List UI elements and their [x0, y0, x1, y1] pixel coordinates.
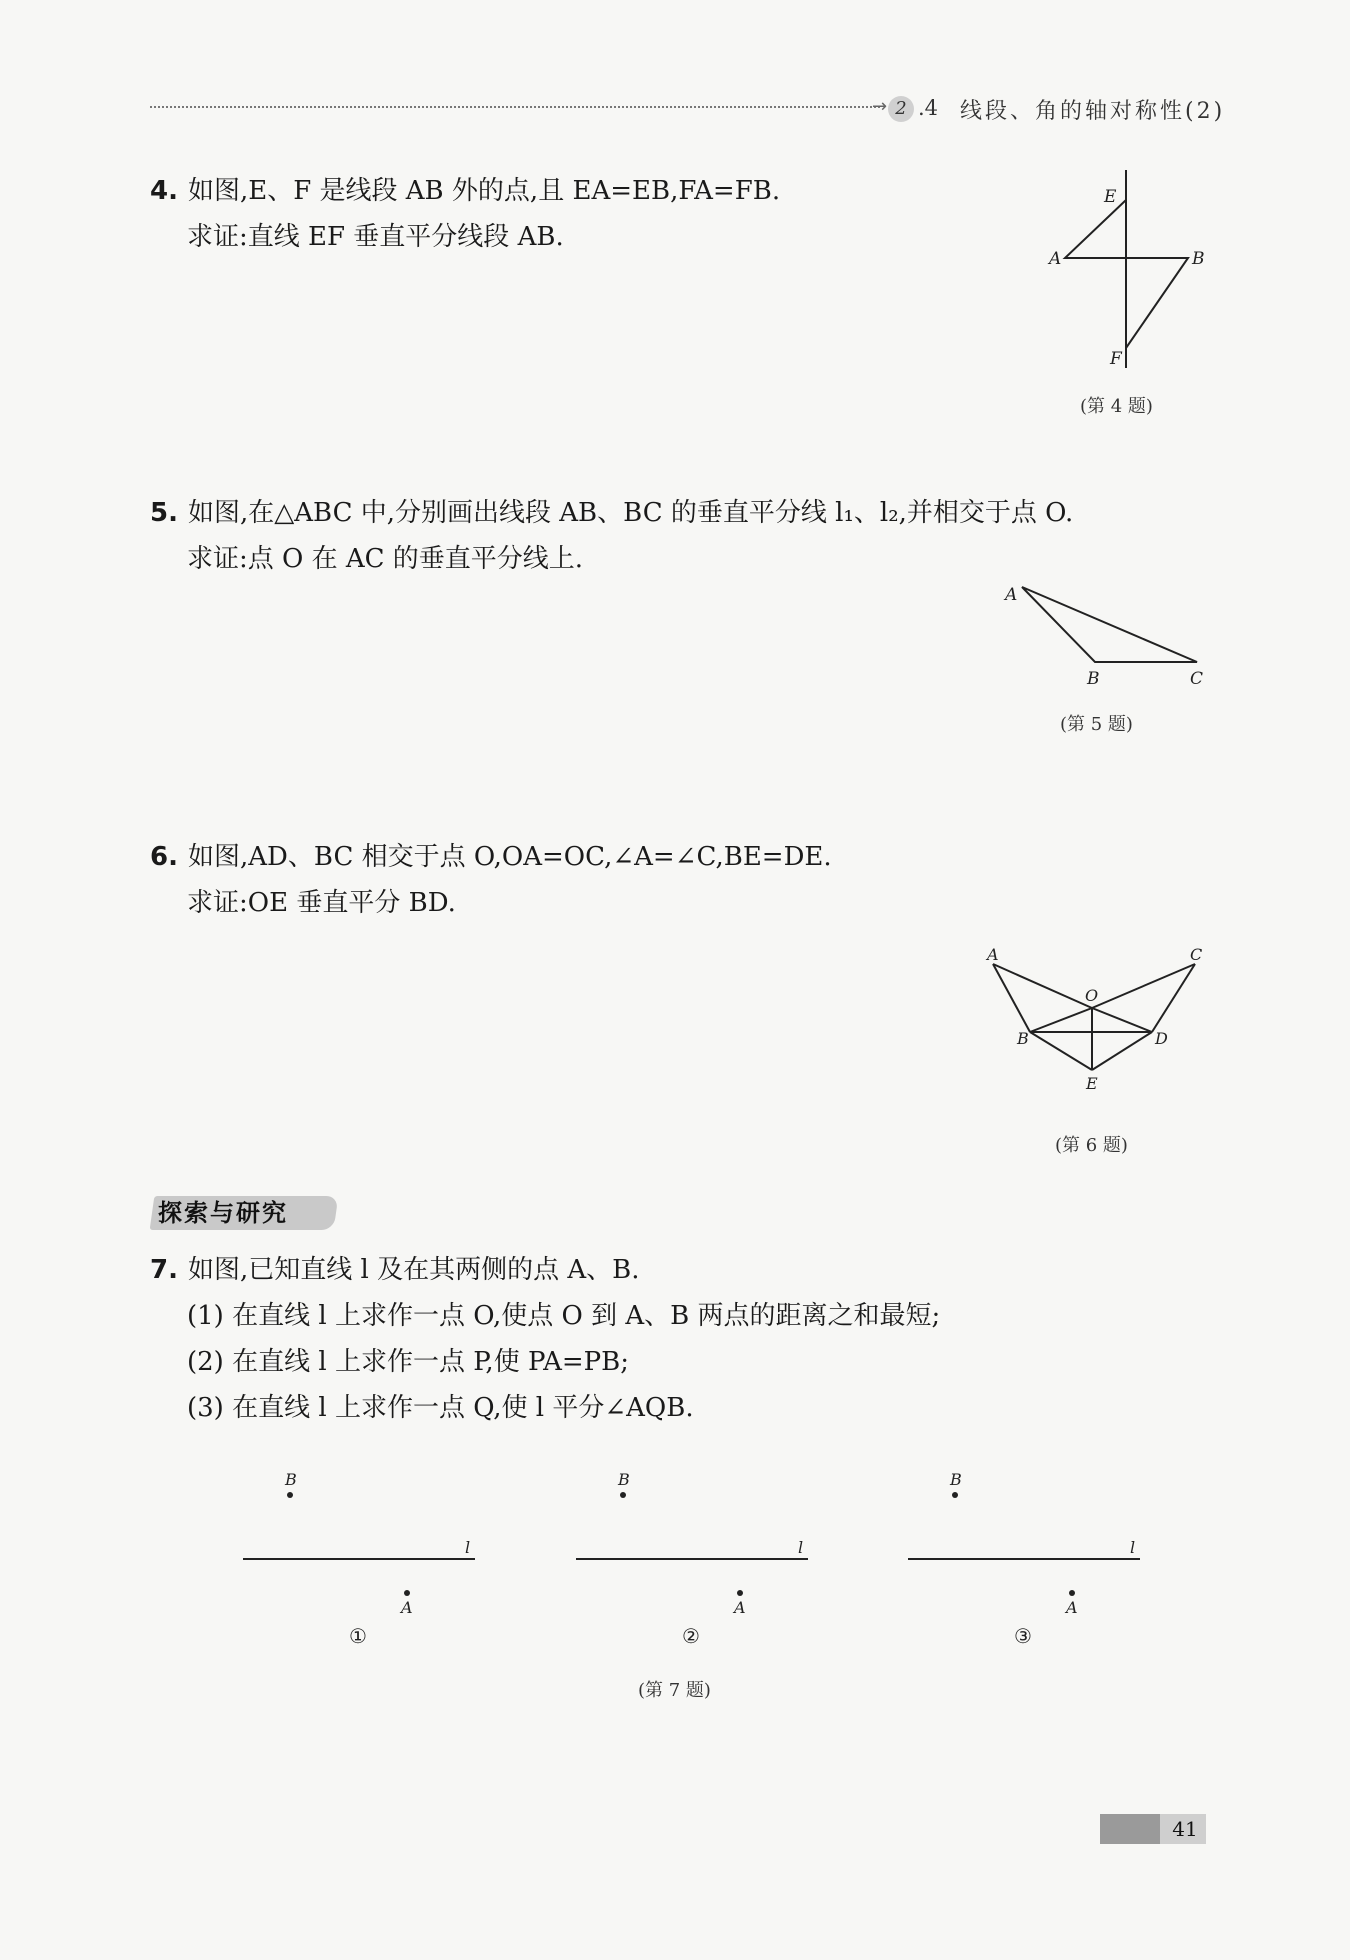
- question-number: 6.: [150, 842, 178, 872]
- q7-fig3-point-a: [1069, 1590, 1075, 1596]
- q7-fig3-label-l: l: [1130, 1538, 1136, 1557]
- q7-caption: (第 7 题): [638, 1680, 711, 1701]
- q6-line-ab: [993, 964, 1030, 1032]
- question-text: 如图,已知直线 l 及在其两侧的点 A、B.: [187, 1255, 640, 1285]
- q7-figure-3: [900, 1465, 1150, 1645]
- q5-label-c: C: [1190, 669, 1204, 689]
- q7-subquestion-3: (3) 在直线 l 上求作一点 Q,使 l 平分∠AQB.: [187, 1393, 694, 1423]
- q7-figure-2: [568, 1465, 818, 1645]
- q6-line-bo: [1030, 1008, 1092, 1032]
- q7-fig1-label-l: l: [465, 1538, 471, 1557]
- q7-fig1-label-b: B: [285, 1470, 297, 1489]
- question-text: 如图,E、F 是线段 AB 外的点,且 EA=EB,FA=FB.: [187, 176, 781, 206]
- question-proof-text: 求证:OE 垂直平分 BD.: [187, 888, 456, 918]
- q7-fig2-number: ②: [682, 1624, 700, 1645]
- q4-label-a: A: [1049, 249, 1062, 269]
- question-7: [150, 1247, 640, 1293]
- question-4: [150, 168, 780, 260]
- arrow-icon: →: [872, 96, 888, 117]
- q6-label-e: E: [1086, 1074, 1098, 1093]
- question-proof-text: 求证:直线 EF 垂直平分线段 AB.: [187, 222, 564, 252]
- q5-caption: (第 5 题): [1060, 714, 1133, 735]
- q5-label-a: A: [1005, 585, 1018, 605]
- q6-label-c: C: [1190, 945, 1203, 964]
- q6-line-de: [1092, 1032, 1152, 1070]
- question-number: 4.: [150, 176, 178, 206]
- question-5: [150, 490, 1073, 582]
- explore-banner-title: 探索与研究: [158, 1198, 288, 1227]
- q7-fig1-point-b: [287, 1492, 293, 1498]
- q5-label-b: B: [1087, 669, 1100, 689]
- q4-label-e: E: [1104, 187, 1117, 207]
- q6-label-o: O: [1085, 986, 1099, 1005]
- question-text: 如图,在△ABC 中,分别画出线段 AB、BC 的垂直平分线 l₁、l₂,并相交于点 O.: [187, 498, 1074, 528]
- q7-subquestion-2: (2) 在直线 l 上求作一点 P,使 PA=PB;: [187, 1347, 629, 1377]
- question-proof-text: 求证:点 O 在 AC 的垂直平分线上.: [187, 544, 584, 574]
- q5-triangle-figure: [1000, 580, 1220, 690]
- q7-fig2-label-a: A: [734, 1598, 746, 1617]
- q7-subquestion-1: (1) 在直线 l 上求作一点 O,使点 O 到 A、B 两点的距离之和最短;: [187, 1301, 941, 1331]
- q6-label-d: D: [1155, 1029, 1168, 1048]
- q6-figure: [975, 940, 1215, 1100]
- q6-line-oc: [1092, 964, 1195, 1008]
- q6-line-be: [1030, 1032, 1092, 1070]
- q7-fig3-point-b: [952, 1492, 958, 1498]
- question-number: 7.: [150, 1255, 178, 1285]
- q7-fig1-number: ①: [349, 1624, 367, 1645]
- page-number: 41: [1172, 1817, 1198, 1841]
- q7-fig2-label-l: l: [798, 1538, 804, 1557]
- q4-kite-figure: [1040, 170, 1220, 375]
- q7-fig3-label-a: A: [1066, 1598, 1078, 1617]
- q7-fig2-point-a: [737, 1590, 743, 1596]
- q7-fig3-label-b: B: [950, 1470, 962, 1489]
- q4-label-f: F: [1110, 349, 1122, 369]
- q4-caption: (第 4 题): [1080, 396, 1153, 417]
- q6-label-b: B: [1017, 1029, 1029, 1048]
- q7-fig2-point-b: [620, 1492, 626, 1498]
- question-6: [150, 834, 832, 926]
- header-rule: [150, 106, 880, 108]
- q7-fig2-label-b: B: [618, 1470, 630, 1489]
- section-number-suffix: .4: [918, 96, 939, 120]
- section-number-badge: 2: [888, 96, 914, 122]
- q4-label-b: B: [1192, 249, 1205, 269]
- q7-fig1-label-a: A: [401, 1598, 413, 1617]
- section-title: 线段、角的轴对称性(2): [960, 99, 1226, 124]
- q6-line-od: [1092, 1008, 1152, 1032]
- q7-figure-1: [235, 1465, 485, 1645]
- q6-line-ao: [993, 964, 1092, 1008]
- question-text: 如图,AD、BC 相交于点 O,OA=OC,∠A=∠C,BE=DE.: [187, 842, 832, 872]
- q5-triangle-abc: [1022, 587, 1197, 662]
- q6-label-a: A: [987, 945, 999, 964]
- q7-fig1-point-a: [404, 1590, 410, 1596]
- question-number: 5.: [150, 498, 178, 528]
- q7-fig3-number: ③: [1014, 1624, 1032, 1645]
- q6-caption: (第 6 题): [1055, 1135, 1128, 1156]
